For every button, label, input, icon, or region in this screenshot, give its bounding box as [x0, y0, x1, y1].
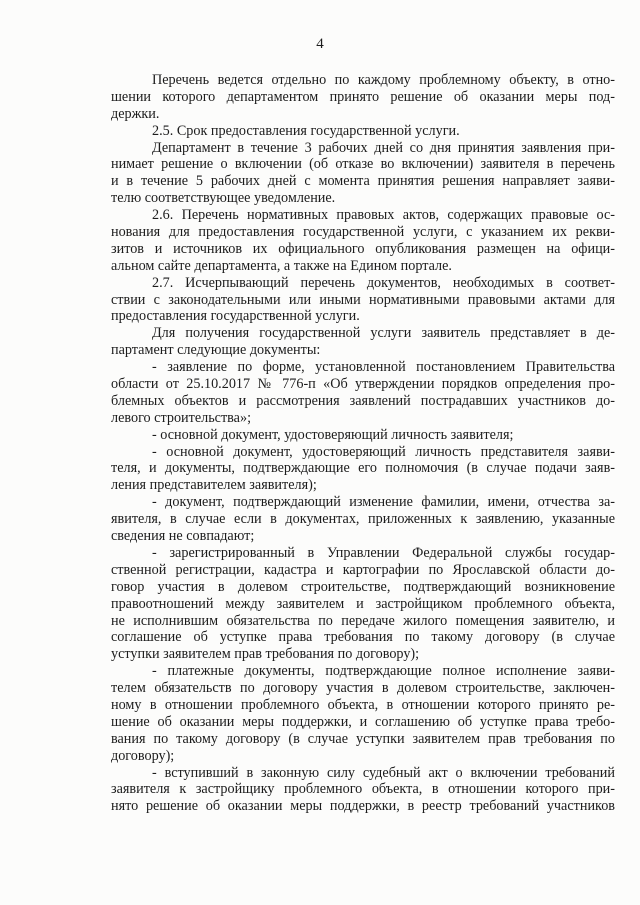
document-body [111, 72, 615, 815]
text-line: и в течение 5 рабочих дней с момента принятия решения направляет заяви- [111, 173, 615, 190]
text-line: телем обязательств по договору участия в долевом строительстве, заключен- [111, 680, 615, 697]
text-line: ствии с законодательными или иными нормативными правовыми актами для [111, 291, 615, 308]
text-line: зитов и источников их официального опубликования размещен на офици- [111, 240, 615, 257]
text-line: договору); [111, 747, 175, 764]
text-line: 2.5. Срок предоставления государственной услуги. [152, 122, 460, 139]
text-line: - заявление по форме, установленной постановлением Правительства [152, 359, 615, 376]
text-line: вания по такому договору (в случае уступки заявителем прав требования по [111, 730, 615, 747]
text-line: - основной документ, удостоверяющий личность представителя заяви- [152, 443, 615, 460]
text-line: сведения не совпадают; [111, 528, 255, 545]
text-line: держки. [111, 105, 160, 122]
text-line: не исполнившим обязательства по передаче жилого помещения заявителю, и [111, 612, 615, 629]
text-line: блемных объектов и рассмотрения заявлений пострадавших участников до- [111, 392, 615, 409]
text-line: явителя, в случае если в документах, приложенных к заявлению, указанные [111, 511, 615, 528]
text-line: Департамент в течение 3 рабочих дней со дня принятия заявления при- [152, 139, 615, 156]
text-line: нимает решение о включении (об отказе во включении) заявителя в перечень [111, 156, 615, 173]
text-line: нования для предоставления государственной услуги, с указанием их рекви- [111, 224, 615, 241]
text-line: соглашение об уступке права требования по такому договору (в случае [111, 629, 615, 646]
text-line: - основной документ, удостоверяющий личность заявителя; [152, 426, 514, 443]
text-line: ственной регистрации, кадастра и картографии по Ярославской области до- [111, 561, 615, 578]
text-line: заявителя к застройщику проблемного объекта, в отношении которого при- [111, 781, 615, 798]
text-line: партамент следующие документы: [111, 342, 321, 359]
text-line: говор участия в долевом строительстве, подтверждающий возникновение [111, 578, 615, 595]
text-line: ления представителем заявителя); [111, 477, 317, 494]
text-line: предоставления государственной услуги. [111, 308, 360, 325]
text-line: левого строительства»; [111, 409, 252, 426]
text-line: Для получения государственной услуги заявитель представляет в де- [152, 325, 615, 342]
text-line: - документ, подтверждающий изменение фамилии, имени, отчества за- [152, 494, 615, 511]
text-line: телю соответствующее уведомление. [111, 190, 336, 207]
text-line: шение об оказании меры поддержки, и соглашению об уступке права требо- [111, 713, 615, 730]
text-line: 2.7. Исчерпывающий перечень документов, необходимых в соответ- [152, 274, 615, 291]
text-line: 2.6. Перечень нормативных правовых актов, содержащих правовые ос- [152, 207, 615, 224]
text-line: теля, и документы, подтверждающие его полномочия (в случае подачи заяв- [111, 460, 615, 477]
page-number: 4 [316, 36, 324, 52]
text-line: шении которого департаментом принято решение об оказании меры под- [111, 88, 615, 105]
text-line: - платежные документы, подтверждающие полное исполнение заяви- [152, 663, 615, 680]
text-line: уступки заявителем прав требования по договору); [111, 646, 420, 663]
text-line: Перечень ведется отдельно по каждому проблемному объекту, в отно- [152, 72, 615, 88]
text-line: - зарегистрированный в Управлении Федеральной службы государ- [152, 544, 615, 561]
text-line: - вступивший в законную силу судебный акт о включении требований [152, 764, 615, 781]
text-line: области от 25.10.2017 № 776-п «Об утверждении порядков определения про- [111, 376, 615, 393]
text-line: нято решение об оказании меры поддержки, в реестр требований участников [111, 798, 615, 815]
text-line: ному в отношении проблемного объекта, в отношении которого принято ре- [111, 696, 615, 713]
text-line: правоотношений между заявителем и застройщиком проблемного объекта, [111, 595, 615, 612]
text-line: альном сайте департамента, а также на Едином портале. [111, 257, 452, 274]
